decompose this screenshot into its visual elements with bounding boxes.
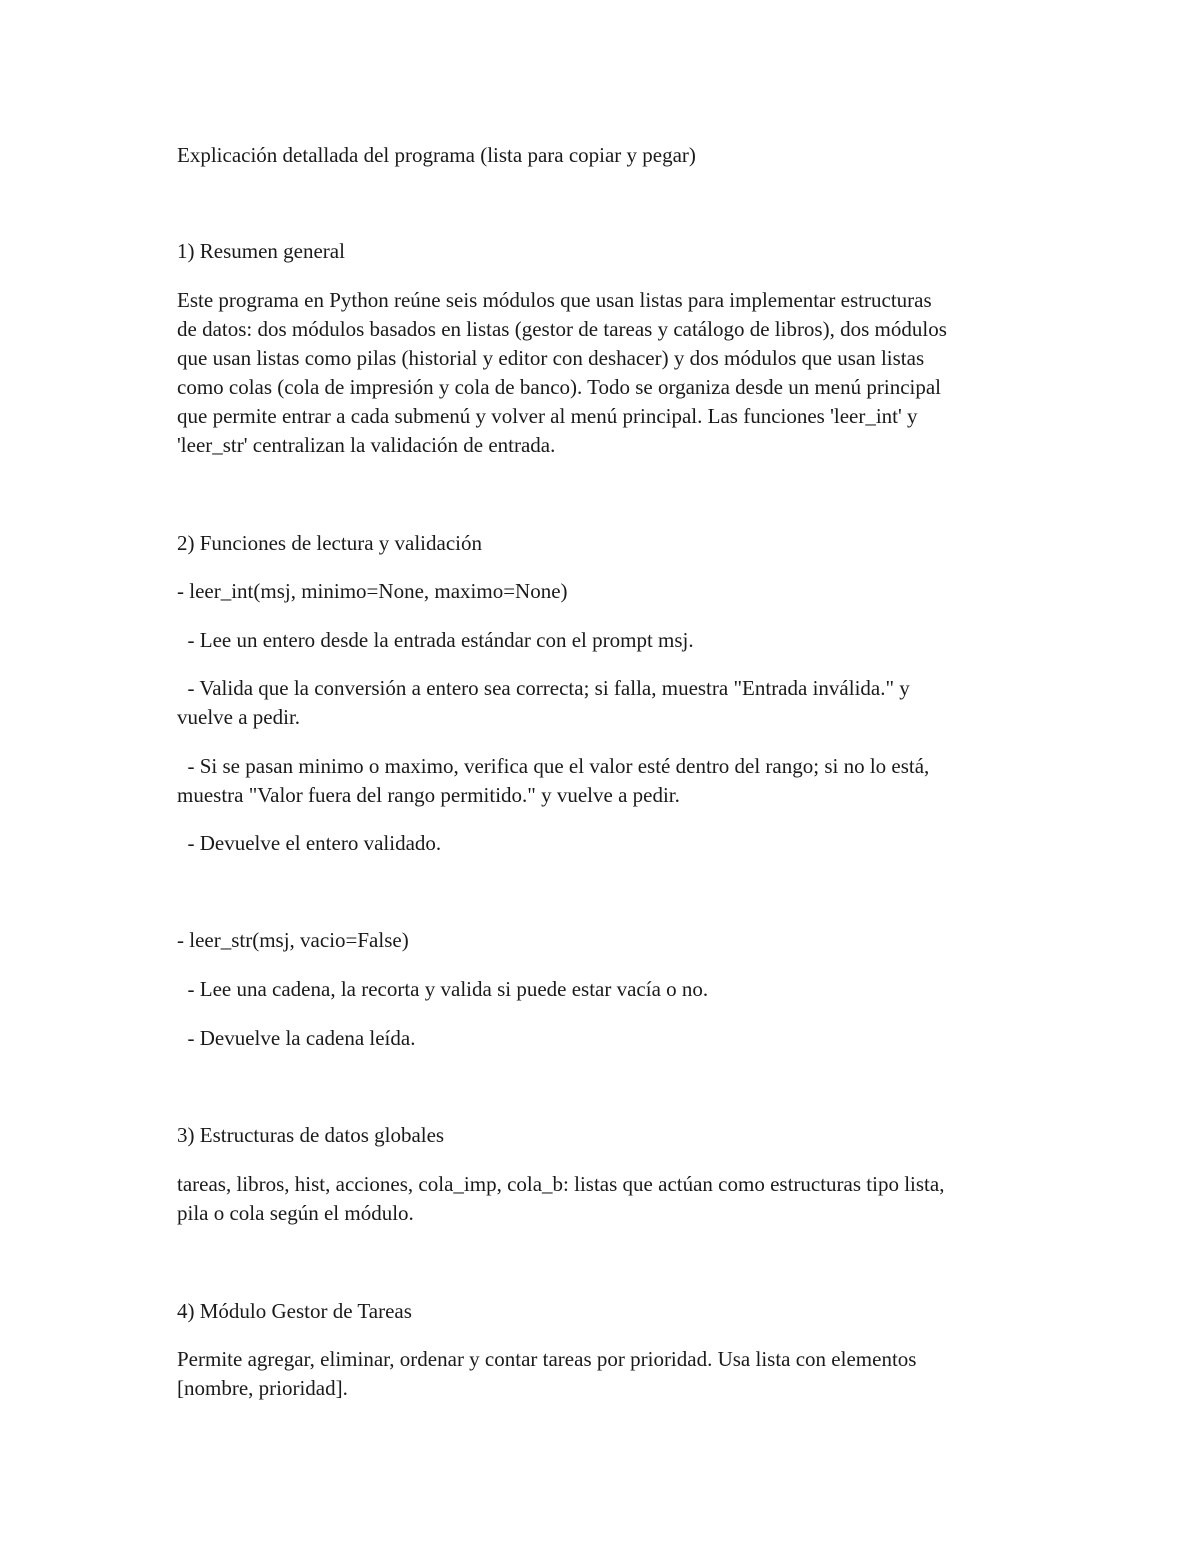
leer-int-bullet: - Lee un entero desde la entrada estándar con el prompt msj. — [177, 628, 694, 652]
leer-str-signature: - leer_str(msj, vacio=False) — [177, 928, 409, 952]
section-3-paragraph-line: tareas, libros, hist, acciones, cola_imp, cola_b: listas que actúan como estructuras tipo lista, — [177, 1172, 945, 1196]
leer-str-bullet: - Devuelve la cadena leída. — [177, 1026, 416, 1050]
section-2-heading: 2) Funciones de lectura y validación — [177, 531, 482, 555]
leer-int-bullet: - Si se pasan minimo o maximo, verifica que el valor esté dentro del rango; si no lo está, — [177, 754, 930, 778]
section-1-paragraph-line: Este programa en Python reúne seis módulos que usan listas para implementar estructuras — [177, 288, 932, 312]
section-3-heading: 3) Estructuras de datos globales — [177, 1123, 445, 1147]
leer-int-signature: - leer_int(msj, minimo=None, maximo=None) — [177, 579, 568, 603]
leer-int-bullet: - Devuelve el entero validado. — [177, 831, 442, 855]
section-1-paragraph-line: que usan listas como pilas (historial y editor con deshacer) y dos módulos que usan listas — [177, 346, 925, 370]
section-1-paragraph-line: que permite entrar a cada submenú y volver al menú principal. Las funciones 'leer_int' y — [177, 404, 918, 428]
document-title: Explicación detallada del programa (lista para copiar y pegar) — [177, 143, 696, 167]
leer-int-bullet-continuation: vuelve a pedir. — [177, 705, 301, 729]
section-3-paragraph-line: pila o cola según el módulo. — [177, 1201, 414, 1225]
section-4-heading: 4) Módulo Gestor de Tareas — [177, 1299, 412, 1323]
section-4-paragraph-line: Permite agregar, eliminar, ordenar y contar tareas por prioridad. Usa lista con elementos — [177, 1347, 917, 1371]
leer-str-bullet: - Lee una cadena, la recorta y valida si puede estar vacía o no. — [177, 977, 709, 1001]
section-1-paragraph-line: como colas (cola de impresión y cola de banco). Todo se organiza desde un menú principal — [177, 375, 942, 399]
leer-int-bullet-continuation: muestra "Valor fuera del rango permitido." y vuelve a pedir. — [177, 783, 680, 807]
section-1-heading: 1) Resumen general — [177, 239, 345, 263]
section-1-paragraph-line: 'leer_str' centralizan la validación de entrada. — [177, 433, 556, 457]
leer-int-bullet: - Valida que la conversión a entero sea correcta; si falla, muestra "Entrada inválida." y — [177, 676, 910, 700]
section-1-paragraph-line: de datos: dos módulos basados en listas (gestor de tareas y catálogo de libros), dos módulos — [177, 317, 947, 341]
section-4-paragraph-line: [nombre, prioridad]. — [177, 1376, 348, 1400]
